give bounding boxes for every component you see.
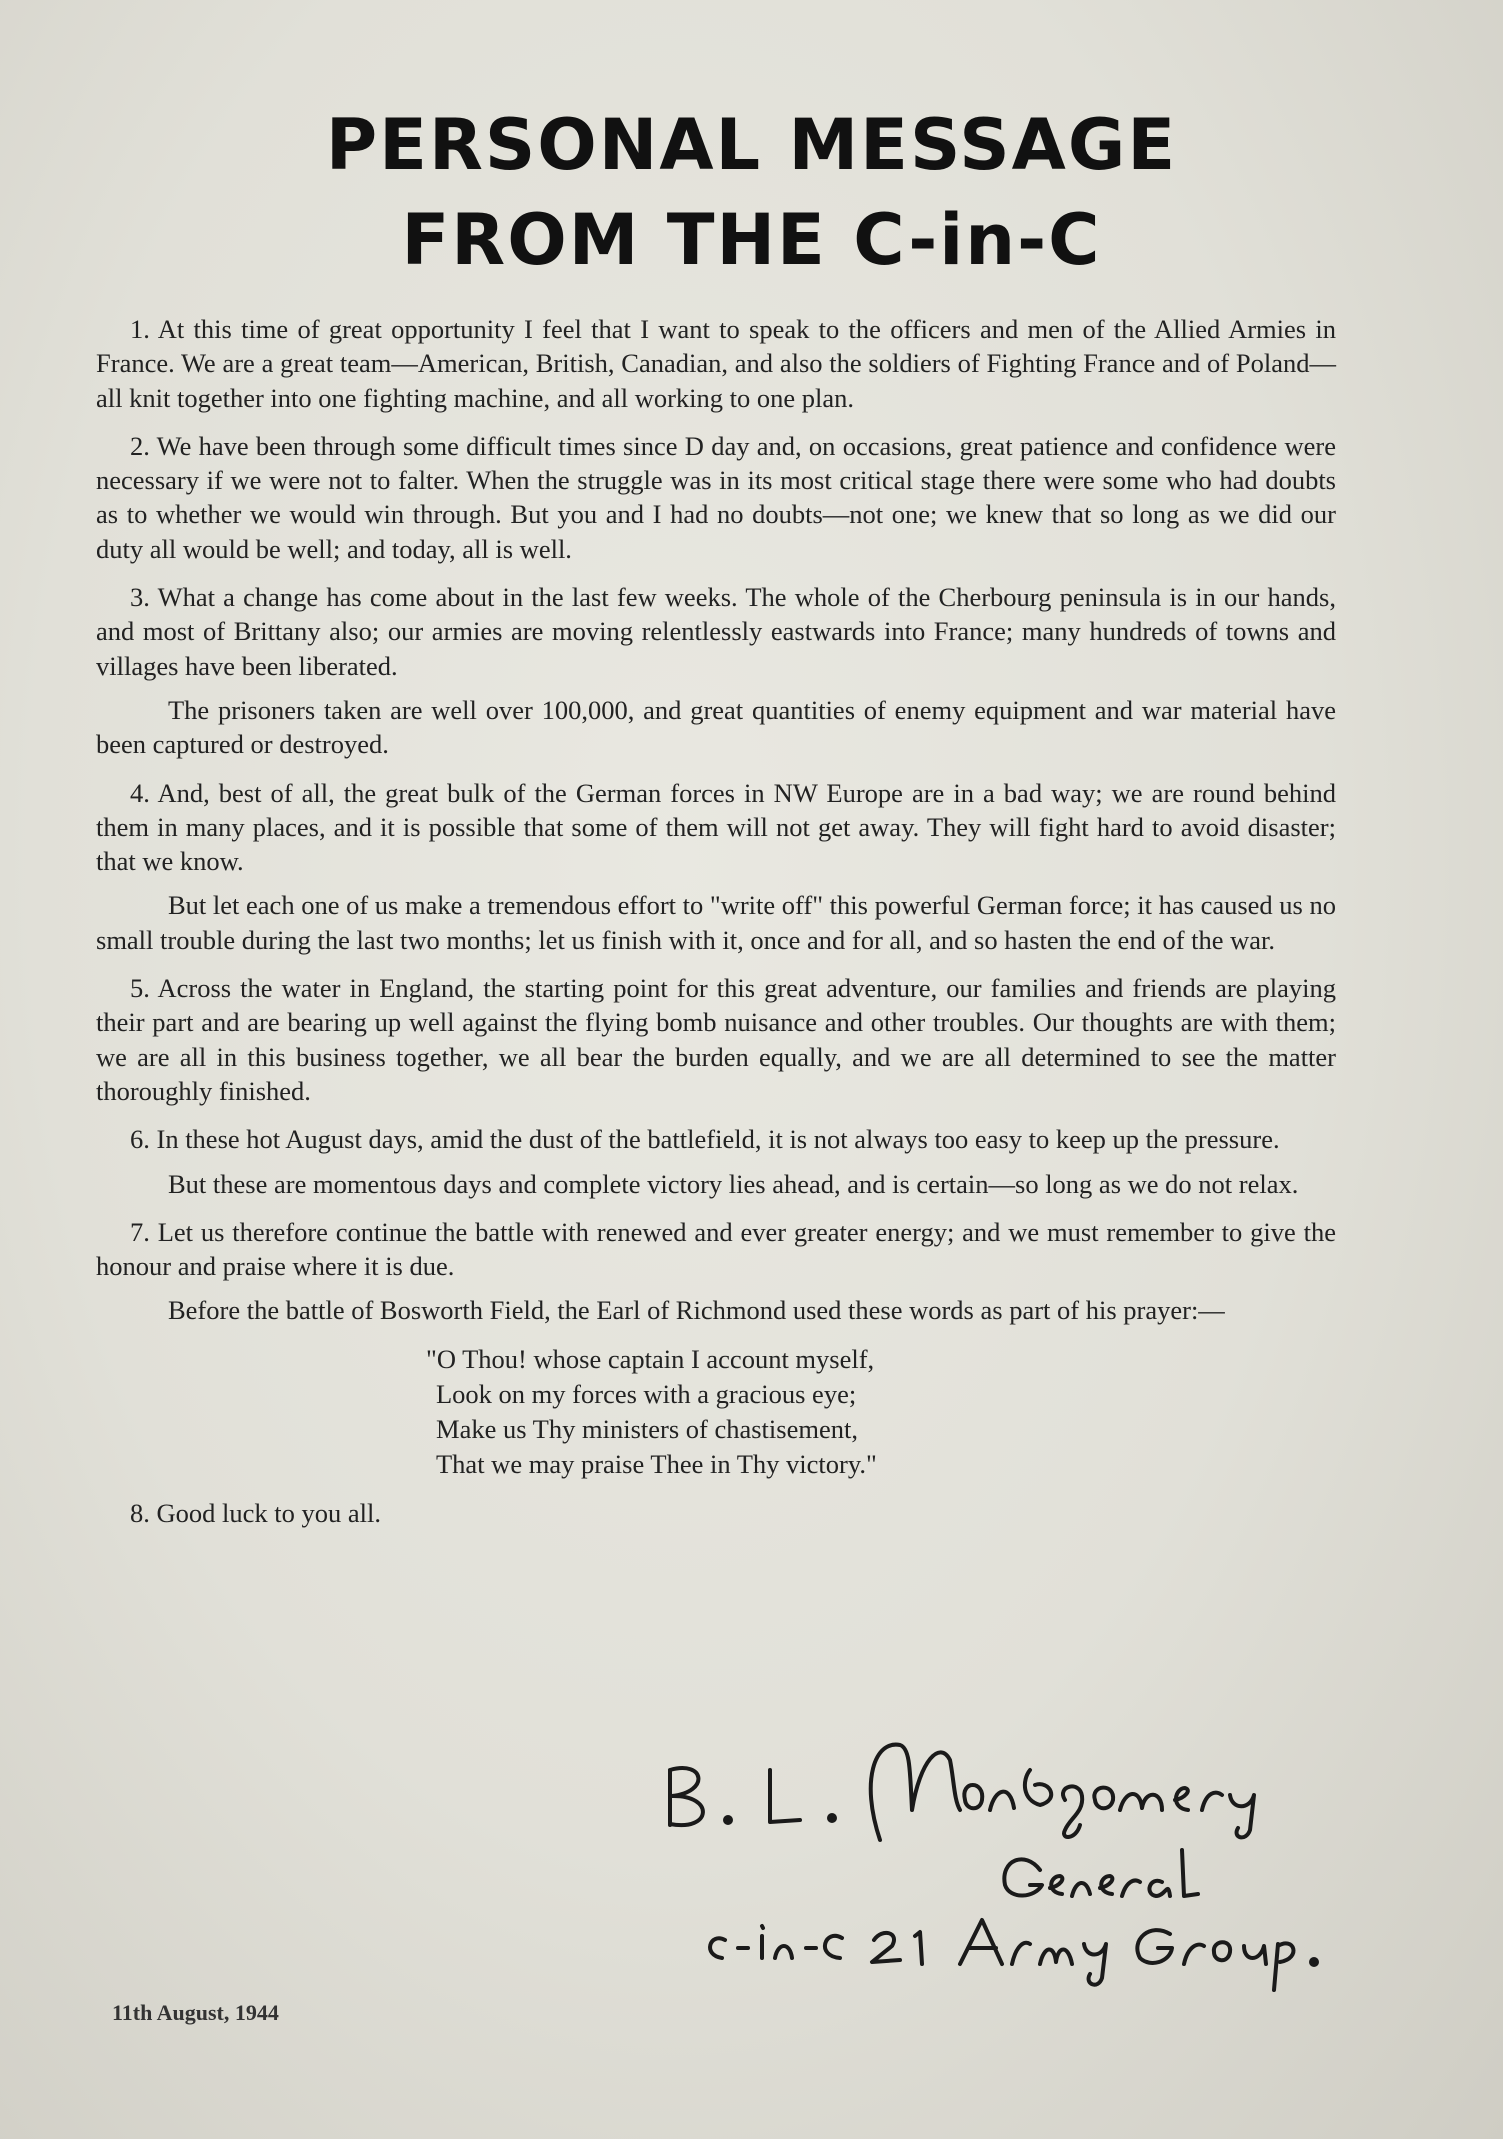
paragraph-3: 3. What a change has come about in the last few weeks. The whole of the Cherbourg peninsula is in our hands, and most of Brittany also; our armies are moving relentlessly eastwards into France; many hundreds of towns and villages have been liberated. (96, 582, 1336, 681)
paragraph-1: 1. At this time of great opportunity I feel that I want to speak to the officers and men of the Allied Armies in France. We are a great team—American, British, Canadian, and also the soldiers of Fighting France and of Poland—all knit together into one fighting machine, and all working to one plan. (96, 314, 1336, 413)
paragraph-7: 7. Let us therefore continue the battle with renewed and ever greater energy; and we must remember to give the honour and praise where it is due. (96, 1216, 1336, 1282)
closing-line: 8. Good luck to you all. (130, 1497, 381, 1528)
prayer-line: Look on my forces with a gracious eye; (436, 1378, 857, 1409)
paragraph-6: 6. In these hot August days, amid the dust of the battlefield, it is not always too easy to keep up the pressure. (130, 1124, 1280, 1155)
paragraph-4-continued: But let each one of us make a tremendous effort to "write off" this powerful German force; it has caused us no small trouble during the last two months; let us finish with it, once and for all, and so hasten the end of the war. (96, 890, 1336, 955)
document-date: 11th August, 1944 (112, 2000, 279, 2025)
handwritten-signature (610, 1700, 1330, 2000)
paragraph-6-continued: But these are momentous days and complete victory lies ahead, and is certain—so long as we do not relax. (168, 1168, 1299, 1199)
paragraph-5: 5. Across the water in England, the starting point for this great adventure, our families and friends are playing their part and are bearing up well against the flying bomb nuisance and other troubles. Our thoughts are with them; we are all in this business together, we all bear the burden equally, and we are all determined to see the matter thoroughly finished. (96, 973, 1336, 1106)
paragraph-2: 2. We have been through some difficult times since D day and, on occasions, great patience and confidence were necessary if we were not to falter. When the struggle was in its most critical stage there were some who had doubts as to whether we would win through. But you and I had no doubts—not one; we knew that so long as we did our duty all would be well; and today, all is well. (96, 430, 1336, 564)
paragraph-4: 4. And, best of all, the great bulk of the German forces in NW Europe are in a bad way; we are round behind them in many places, and it is possible that some of them will not get away. They will fight hard to avoid disaster; that we know. (96, 777, 1336, 877)
title-line-2: FROM THE C-in-C (401, 199, 1102, 281)
prayer-quote (426, 1342, 1336, 1482)
paragraph-3-continued: The prisoners taken are well over 100,000, and great quantities of enemy equipment and war material have been captured or destroyed. (96, 694, 1336, 760)
page-title (0, 98, 1503, 288)
prayer-line: "O Thou! whose captain I account myself, (426, 1343, 875, 1374)
title-line-1: PERSONAL MESSAGE (325, 104, 1178, 186)
prayer-line: Make us Thy ministers of chastisement, (436, 1413, 858, 1444)
message-body (96, 312, 1336, 1544)
paragraph-7-continued: Before the battle of Bosworth Field, the Earl of Richmond used these words as part of his prayer:— (168, 1295, 1225, 1326)
prayer-line: That we may praise Thee in Thy victory." (436, 1448, 877, 1479)
